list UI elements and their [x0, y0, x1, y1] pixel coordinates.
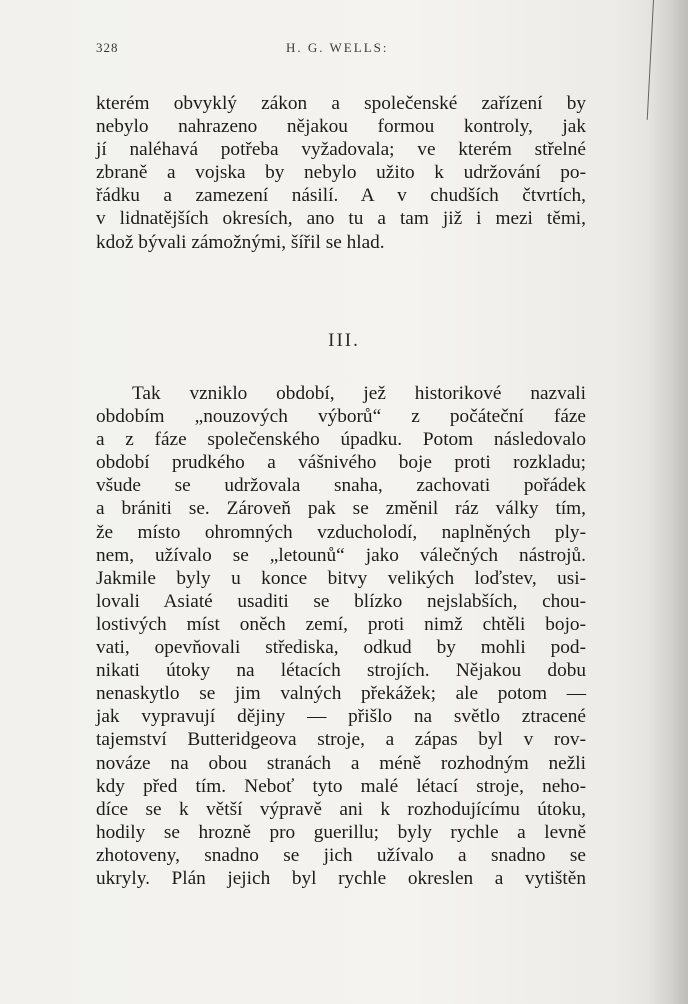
text-line: období prudkého a vášnivého boje proti rozkladu; — [96, 452, 586, 474]
text-line: vati, opevňovali střediska, odkud by mohli pod- — [96, 637, 586, 659]
text-line: kdož bývali zámožnými, šířil se hlad. — [96, 231, 385, 253]
text-line: a brániti se. Zároveň pak se změnil ráz války tím, — [96, 498, 586, 520]
text-line: Tak vzniklo období, jež historikové nazvali — [132, 383, 586, 404]
text-line: nenaskytlo se jim valných překážek; ale potom — — [96, 683, 586, 705]
running-head — [96, 40, 586, 60]
text-line: lovali Asiaté usaditi se blízko nejslabších, chou- — [96, 590, 586, 612]
text-line: nem, užívalo se „letounů“ jako válečných nástrojů. — [96, 544, 586, 566]
text-line: lostivých míst oněch zemí, proti nimž chtěli bojo- — [96, 613, 586, 635]
page-number: 328 — [96, 40, 119, 55]
text-line: obdobím „nouzových výborů“ z počáteční fáze — [96, 406, 586, 428]
text-line: nebylo nahrazeno nějakou formou kontroly, jak — [96, 116, 586, 138]
text-line: tajemství Butteridgeova stroje, a zápas byl v rov- — [96, 729, 586, 751]
text-line: že místo ohromných vzducholodí, naplněných ply- — [96, 521, 586, 543]
text-line: zbraně a vojska by nebylo užito k udržování po- — [96, 162, 586, 184]
text-line: kdy před tím. Neboť tyto malé létací stroje, neho- — [96, 775, 586, 797]
paragraph-1 — [96, 92, 586, 254]
text-line: díce se k větší výpravě ani k rozhodujícímu útoku, — [96, 798, 586, 820]
text-line: jak vypravují dějiny — přišlo na světlo ztracené — [96, 706, 586, 728]
text-line: ukryly. Plán jejich byl rychle okreslen a vytištěn — [96, 867, 586, 889]
running-head-author: H. G. WELLS: — [286, 40, 389, 55]
text-line: hodily se hrozně pro guerillu; byly rychle a levně — [96, 821, 586, 843]
text-line: v lidnatějších okresích, ano tu a tam již i mezi těmi, — [96, 208, 586, 230]
section-heading: III. — [328, 330, 360, 351]
text-line: jí naléhavá potřeba vyžadovala; ve kterém střelné — [96, 139, 586, 161]
text-line: zhotoveny, snadno se jich užívalo a snadno se — [96, 844, 586, 866]
text-line: a z fáze společenského úpadku. Potom následovalo — [96, 429, 586, 451]
text-line: všude se udržovala snaha, zachovati pořádek — [96, 475, 586, 497]
text-line: nikati útoky na létacích strojích. Nějakou dobu — [96, 660, 586, 682]
text-line: nováze na obou stranách a méně rozhodným nežli — [96, 752, 586, 774]
page-edge-shadow — [648, 0, 688, 1004]
text-line: kterém obvyklý zákon a společenské zařízení by — [96, 93, 586, 114]
paragraph-2 — [96, 382, 586, 890]
text-line: Jakmile byly u konce bitvy velikých loďstev, usi- — [96, 567, 586, 589]
text-line: řádku a zamezení násilí. A v chudších čtvrtích, — [96, 185, 586, 207]
